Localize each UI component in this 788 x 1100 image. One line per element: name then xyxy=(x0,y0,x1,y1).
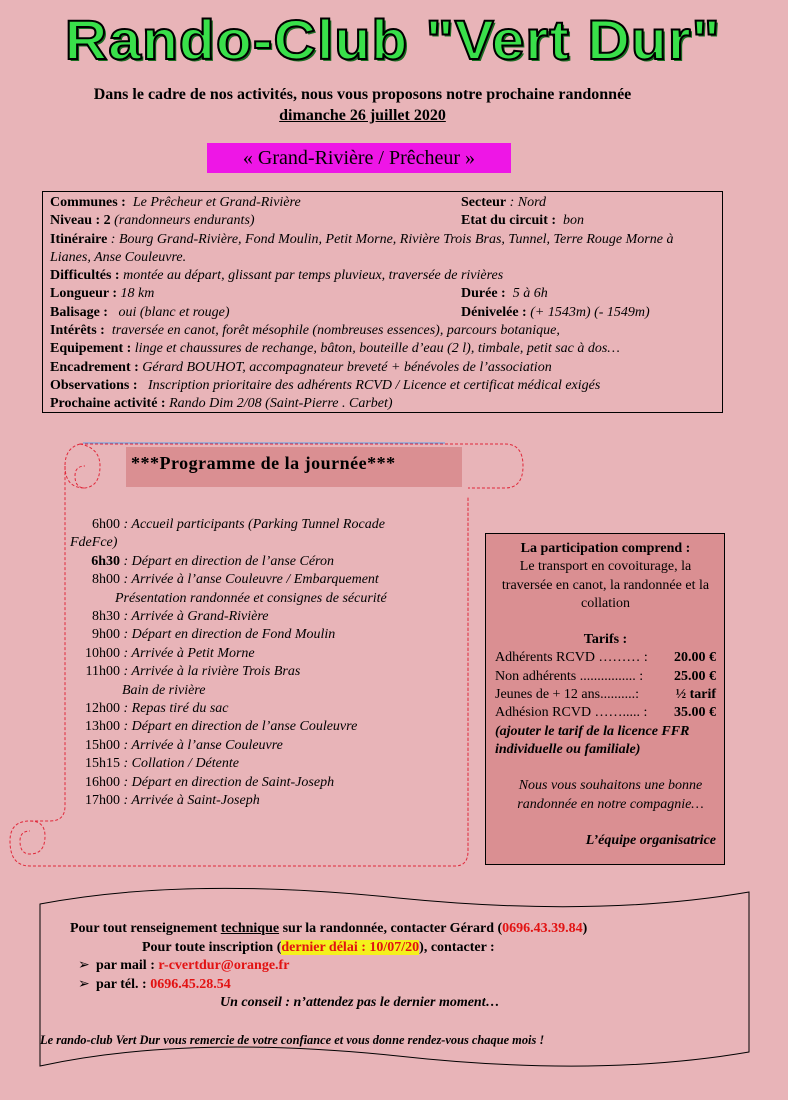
info-row-balisage xyxy=(50,304,715,322)
programme-title: ***Programme de la journée*** xyxy=(126,447,462,487)
programme-item xyxy=(70,516,460,534)
programme-list xyxy=(70,516,460,811)
denivelee-value: (+ 1543m) (- 1549m) xyxy=(530,304,650,320)
programme-item xyxy=(70,626,460,644)
deadline-highlight: dernier délai : 10/07/20 xyxy=(281,939,420,955)
event-name-banner: « Grand-Rivière / Prêcheur » xyxy=(207,143,511,173)
itineraire-value: : Bourg Grand-Rivière, Fond Moulin, Petit Morne, Rivière Trois Bras, Tunnel, Terre Rouge Morne à Lianes, Anse Couleuvre. xyxy=(50,231,674,265)
observations-value: Inscription prioritaire des adhérents RCVD / Licence et certificat médical exigés xyxy=(148,377,601,393)
price-label: Adhérents RCVD ……… : xyxy=(495,650,648,666)
programme-text: : Arrivée à Saint-Joseph xyxy=(123,793,260,809)
contact-phone[interactable]: 0696.45.28.54 xyxy=(150,976,231,992)
secteur-value: : Nord xyxy=(509,195,547,210)
price-value: 20.00 € xyxy=(674,650,716,666)
wish-text: Nous vous souhaitons une bonne randonnée en notre compagnie… xyxy=(517,778,704,812)
programme-item xyxy=(70,682,460,700)
programme-time: 17h00 xyxy=(85,793,120,809)
info-row-encadrement xyxy=(50,359,715,377)
programme-text: : Accueil participants (Parking Tunnel Rocade xyxy=(123,517,385,532)
price-value: 25.00 € xyxy=(674,668,716,684)
niveau-value: (randonneurs endurants) xyxy=(114,213,255,229)
contact-mail-row: ➢ par mail : r-cvertdur@orange.fr xyxy=(70,957,760,976)
communes-value: Le Prêcheur et Grand-Rivière xyxy=(132,195,301,210)
arrow-bullet-icon: ➢ xyxy=(78,958,90,973)
programme-text: : Arrivée à la rivière Trois Bras xyxy=(123,664,301,680)
programme-item xyxy=(70,590,460,608)
programme-time: 15h15 xyxy=(85,756,120,772)
tarifs-heading: Tarifs : xyxy=(583,632,628,648)
price-row xyxy=(495,668,716,686)
participation-description: Le transport en covoiturage, la traversée en canot, la randonnée et la collation xyxy=(501,559,710,611)
programme-text: : Arrivée à l’anse Couleuvre xyxy=(123,737,283,753)
contact-section xyxy=(40,920,760,1049)
programme-time: 13h00 xyxy=(85,719,120,735)
info-row-equipement xyxy=(50,340,715,358)
longueur-label: Longueur : xyxy=(50,286,118,302)
balisage-value: oui (blanc et rouge) xyxy=(118,304,230,320)
difficultes-value: montée au départ, glissant par temps pluvieux, traversée de rivières xyxy=(123,268,504,284)
info-row-niveau xyxy=(50,212,715,230)
intro-text: Dans le cadre de nos activités, nous vous proposons notre prochaine randonnée xyxy=(93,86,632,103)
club-title: Rando-Club "Vert Dur" xyxy=(64,8,721,71)
gerard-phone[interactable]: 0696.43.39.84 xyxy=(502,921,583,936)
price-label: Jeunes de + 12 ans..........: xyxy=(495,687,639,703)
difficultes-label: Difficultés : xyxy=(50,268,120,284)
price-list xyxy=(495,649,716,722)
programme-item xyxy=(70,755,460,773)
equipement-value: linge et chaussures de rechange, bâton, bouteille d’eau (2 l), timbale, petit sac à dos… xyxy=(134,341,620,357)
programme-text: : Départ en direction de Fond Moulin xyxy=(123,627,336,643)
info-row-difficultes xyxy=(50,267,715,285)
price-value: 35.00 € xyxy=(674,705,716,721)
event-date: dimanche 26 juillet 2020 xyxy=(279,107,446,124)
duree-label: Durée : xyxy=(461,286,506,302)
interets-label: Intérêts : xyxy=(50,323,105,339)
contact-tel-row: ➢ par tél. : 0696.45.28.54 xyxy=(70,976,760,995)
observations-label: Observations : xyxy=(50,377,138,393)
secteur-label: Secteur xyxy=(461,195,507,210)
participation-heading: La participation comprend : xyxy=(520,541,691,556)
programme-text: : Arrivée à Grand-Rivière xyxy=(123,609,269,625)
programme-time: 9h00 xyxy=(92,627,120,643)
contact-email-link[interactable]: r-cvertdur@orange.fr xyxy=(158,958,290,973)
programme-item xyxy=(70,571,460,589)
programme-text: : Départ en direction de Saint-Joseph xyxy=(123,774,335,790)
programme-item xyxy=(70,774,460,792)
programme-time: 10h00 xyxy=(85,645,120,661)
price-value: ½ tarif xyxy=(675,687,716,703)
licence-note: (ajouter le tarif de la licence FFR individuelle ou familiale) xyxy=(495,723,690,757)
denivelee-label: Dénivelée : xyxy=(461,304,527,320)
programme-item xyxy=(70,700,460,718)
programme-time: 8h30 xyxy=(92,609,120,625)
price-row xyxy=(495,704,716,722)
programme-time: 15h00 xyxy=(85,737,120,753)
price-label: Adhésion RCVD ……..... : xyxy=(495,705,648,721)
programme-time: 16h00 xyxy=(85,774,120,790)
contact-line-inscription: Pour toute inscription (dernier délai : 10/07/20), contacter : xyxy=(142,939,495,955)
info-row-communes xyxy=(50,194,715,212)
participation-box xyxy=(485,533,725,865)
info-row-interets xyxy=(50,322,715,340)
programme-item xyxy=(70,608,460,626)
programme-item xyxy=(70,645,460,663)
interets-value: traversée en canot, forêt mésophile (nombreuses essences), parcours botanique, xyxy=(111,323,560,339)
price-row xyxy=(495,686,716,704)
programme-text: Présentation randonnée et consignes de sécurité xyxy=(115,590,387,606)
programme-text: : Collation / Détente xyxy=(123,756,239,772)
programme-text: : Arrivée à l’anse Couleuvre / Embarquement xyxy=(123,572,379,588)
programme-text: : Arrivée à Petit Morne xyxy=(123,645,255,661)
programme-time: 11h00 xyxy=(85,664,120,680)
advice-text: Un conseil : n’attendez pas le dernier moment… xyxy=(220,995,500,1010)
programme-text: : Repas tiré du sac xyxy=(123,701,229,717)
arrow-bullet-icon: ➢ xyxy=(78,976,90,992)
programme-item xyxy=(70,553,460,571)
programme-text: : Départ en direction de l’anse Céron xyxy=(123,553,334,569)
itineraire-label: Itinéraire xyxy=(50,231,108,247)
programme-time: 6h30 xyxy=(91,553,120,569)
programme-item xyxy=(70,663,460,681)
price-label: Non adhérents ................ : xyxy=(495,668,644,684)
programme-time: 8h00 xyxy=(92,572,120,588)
longueur-value: 18 km xyxy=(120,286,155,302)
prochaine-value: Rando Dim 2/08 (Saint-Pierre . Carbet) xyxy=(169,396,393,412)
programme-item xyxy=(70,737,460,755)
programme-item xyxy=(70,792,460,810)
communes-label: Communes : xyxy=(50,195,126,210)
encadrement-label: Encadrement : xyxy=(50,359,139,375)
info-row-prochaine xyxy=(50,395,715,413)
prochaine-label: Prochaine activité : xyxy=(50,396,166,412)
info-row-observations xyxy=(50,377,715,395)
programme-text: Bain de rivière xyxy=(122,682,206,698)
programme-item xyxy=(70,534,460,552)
programme-time: 12h00 xyxy=(85,701,120,717)
programme-text: : Départ en direction de l’anse Couleuvre xyxy=(123,719,358,735)
contact-line-technique: Pour tout renseignement technique sur la randonnée, contacter Gérard (0696.43.39.84) xyxy=(70,921,588,936)
encadrement-value: Gérard BOUHOT, accompagnateur breveté + bénévoles de l’association xyxy=(142,359,552,375)
etat-label: Etat du circuit : xyxy=(461,213,557,229)
niveau-label: Niveau : 2 xyxy=(50,213,111,229)
info-row-itineraire xyxy=(50,231,715,268)
duree-value: 5 à 6h xyxy=(512,286,548,302)
info-row-longueur xyxy=(50,285,715,303)
programme-item xyxy=(70,718,460,736)
programme-time: 6h00 xyxy=(92,517,120,532)
thanks-text: Le rando-club Vert Dur vous remercie de votre confiance et vous donne rendez-vous chaque mois ! xyxy=(40,1032,545,1047)
programme-text: FdeFce) xyxy=(70,535,118,551)
balisage-label: Balisage : xyxy=(50,304,108,320)
equipement-label: Equipement : xyxy=(50,341,132,357)
hike-info-box xyxy=(42,191,723,413)
signature: L’équipe organisatrice xyxy=(585,832,716,848)
etat-value: bon xyxy=(563,213,585,229)
price-row xyxy=(495,649,716,667)
